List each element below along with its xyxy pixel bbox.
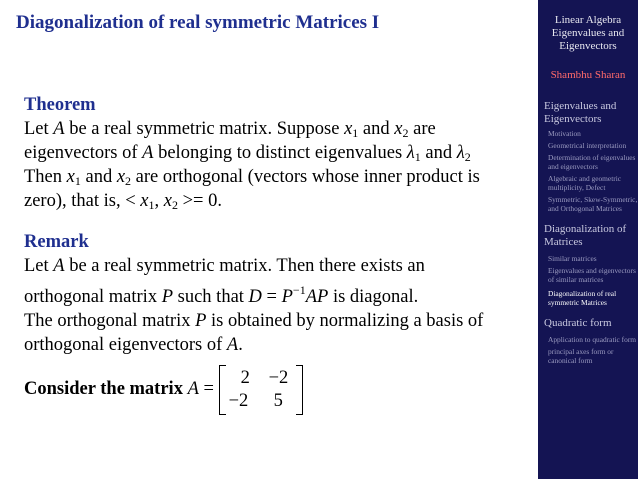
matrix-cell-r2c1: −2	[228, 390, 249, 411]
sidebar-item-symmetric[interactable]: Symmetric, Skew-Symmetric, and Orthogonal Matrices	[548, 195, 638, 213]
sidebar-item-determination[interactable]: Determination of eigenvalues and eigenvectors	[548, 153, 636, 171]
sidebar-header-line-1: Linear Algebra	[554, 14, 622, 26]
sidebar-header-line-3: Eigenvectors	[559, 40, 617, 52]
note-line-1: The orthogonal matrix P is obtained by normalizing a basis of	[24, 311, 484, 331]
matrix-cell-r1c1: 2	[240, 367, 250, 388]
theorem-line-1: Let A be a real symmetric matrix. Suppose $x_1$ and $x_2$ are	[24, 119, 436, 140]
sidebar-item-application-quadratic[interactable]: Application to quadratic form	[548, 335, 637, 344]
matrix-right-bracket	[296, 365, 303, 415]
matrix-cell-r2c2: 5	[273, 390, 283, 411]
slide-title: Diagonalization of real symmetric Matrices I	[16, 12, 380, 33]
theorem-line-3: Then $x_1$ and $x_2$ are orthogonal (vectors whose inner product is	[24, 167, 480, 188]
sidebar-item-geometrical[interactable]: Geometrical interpretation	[548, 141, 627, 150]
sidebar-section-diagonalization[interactable]: Diagonalization of Matrices	[544, 223, 627, 248]
sidebar-item-principal-axes[interactable]: principal axes form or canonical form	[548, 347, 614, 365]
note-line-2: orthogonal eigenvectors of A.	[24, 335, 243, 355]
matrix-left-bracket	[219, 365, 226, 415]
sidebar-header-line-2: Eigenvalues and	[551, 27, 625, 39]
sidebar-section-quadratic[interactable]: Quadratic form	[544, 317, 612, 329]
sidebar-item-similar[interactable]: Similar matrices	[548, 254, 597, 263]
matrix-A	[219, 365, 303, 415]
sidebar-header	[538, 14, 638, 53]
remark-heading: Remark	[24, 232, 89, 252]
sidebar-item-eigen-similar[interactable]: Eigenvalues and eigenvectors of similar matrices	[548, 266, 636, 284]
sidebar-item-diag-real-symmetric[interactable]: Diagonalization of real symmetric Matrices	[548, 289, 617, 307]
remark-line-1: Let A be a real symmetric matrix. Then there exists an	[24, 256, 425, 276]
sidebar-item-multiplicity[interactable]: Algebraic and geometric multiplicity, Defect	[548, 174, 622, 192]
theorem-line-2: eigenvectors of A belonging to distinct eigenvalues $\lambda_1$ and $\lambda_2$	[24, 143, 471, 164]
remark-line-2: orthogonal matrix P such that $D = P^{-1}AP$ is diagonal.	[24, 283, 419, 307]
theorem-heading: Theorem	[24, 95, 96, 115]
sidebar-section-eigenvalues[interactable]: Eigenvalues and Eigenvectors	[544, 100, 617, 125]
consider-line: Consider the matrix A = 2 −2 −2 5	[24, 364, 303, 415]
sidebar-author: Shambhu Sharan	[550, 69, 626, 81]
sidebar-item-motivation[interactable]: Motivation	[548, 129, 581, 138]
matrix-cell-r1c2: −2	[268, 367, 289, 388]
sidebar	[538, 0, 638, 479]
theorem-line-4: zero), that is, < $x_1$, $x_2 >= 0$.	[24, 191, 222, 212]
